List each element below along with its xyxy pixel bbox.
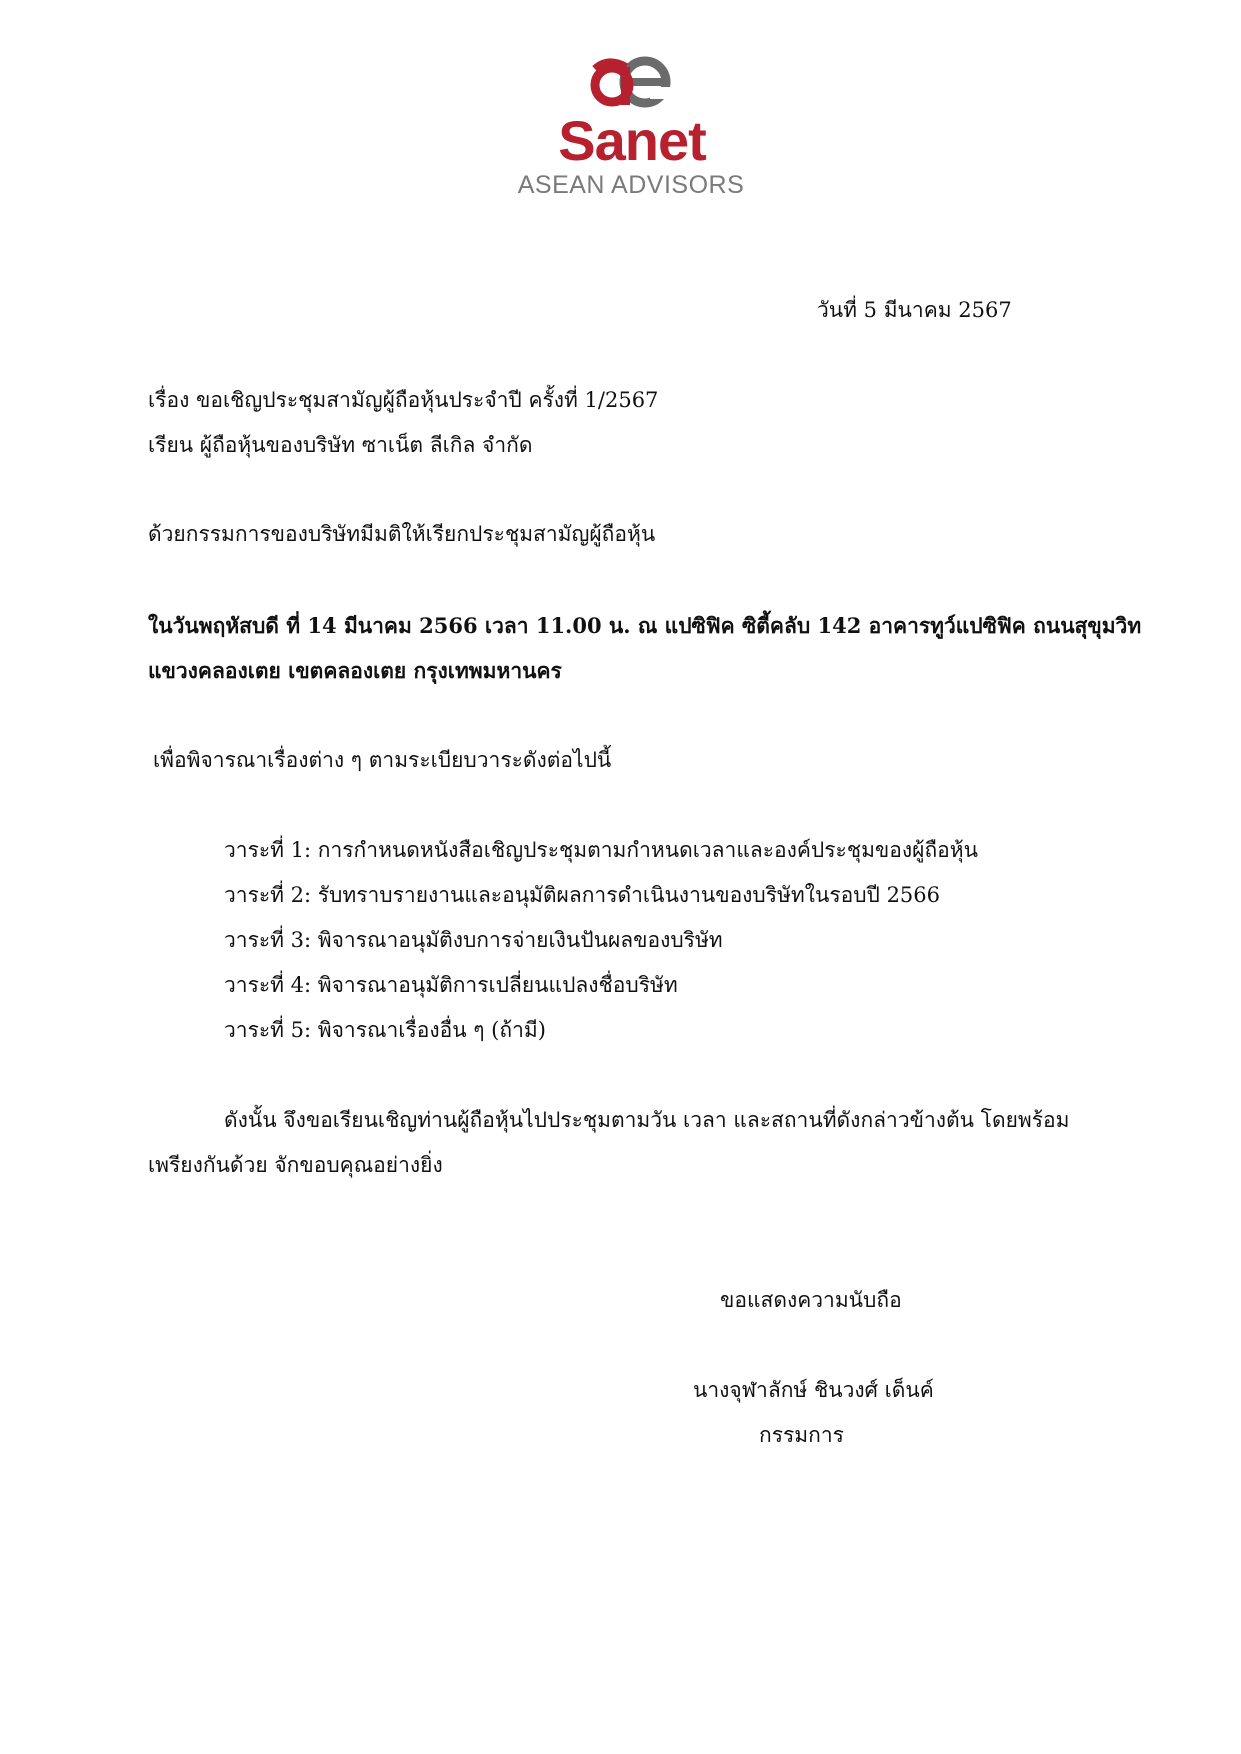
agenda-item: วาระที่ 1: การกำหนดหนังสือเชิญประชุมตามกำหนดเวลาและองค์ประชุมของผู้ถือหุ้น [224, 838, 978, 862]
closing-regards: ขอแสดงความนับถือ [720, 1288, 902, 1312]
agenda-item: วาระที่ 4: พิจารณาอนุมัติการเปลี่ยนแปลงชื่อบริษัท [224, 973, 678, 997]
agenda-item: วาระที่ 3: พิจารณาอนุมัติงบการจ่ายเงินปันผลของบริษัท [224, 928, 723, 952]
meeting-details-line-1: ในวันพฤหัสบดี ที่ 14 มีนาคม 2566 เวลา 11.00 น. ณ แปซิฟิค ซิตี้คลับ 142 อาคารทูว์แปซิฟิค ถนนสุขุมวิท [148, 613, 1142, 638]
company-logo [500, 55, 760, 205]
agenda-item: วาระที่ 5: พิจารณาเรื่องอื่น ๆ (ถ้ามี) [224, 1018, 546, 1042]
ae-monogram-icon [500, 55, 760, 115]
signer-name: นางจุฬาลักษ์ ชินวงศ์ เด็นค์ [693, 1378, 934, 1402]
meeting-details-line-2: แขวงคลองเตย เขตคลองเตย กรุงเทพมหานคร [148, 658, 562, 683]
logo-tagline: ASEAN ADVISORS [517, 171, 745, 199]
letter-subject: เรื่อง ขอเชิญประชุมสามัญผู้ถือหุ้นประจำปี ครั้งที่ 1/2567 [148, 388, 659, 412]
closing-paragraph-line-2: เพรียงกันด้วย จักขอบคุณอย่างยิ่ง [148, 1153, 443, 1177]
signer-title: กรรมการ [759, 1423, 844, 1447]
intro-paragraph: ด้วยกรรมการของบริษัทมีมติให้เรียกประชุมสามัญผู้ถือหุ้น [148, 522, 656, 546]
closing-paragraph-line-1: ดังนั้น จึงขอเรียนเชิญท่านผู้ถือหุ้นไปประชุมตามวัน เวลา และสถานที่ดังกล่าวข้างต้น โดยพร้อม [224, 1108, 1070, 1132]
purpose-line: เพื่อพิจารณาเรื่องต่าง ๆ ตามระเบียบวาระดังต่อไปนี้ [153, 748, 612, 772]
logo-brand-text: Sanet [558, 109, 706, 172]
letter-addressee: เรียน ผู้ถือหุ้นของบริษัท ซาเน็ต ลีเกิล จำกัด [148, 433, 533, 457]
letter-date: วันที่ 5 มีนาคม 2567 [817, 298, 1012, 322]
agenda-item: วาระที่ 2: รับทราบรายงานและอนุมัติผลการดำเนินงานของบริษัทในรอบปี 2566 [224, 883, 941, 907]
